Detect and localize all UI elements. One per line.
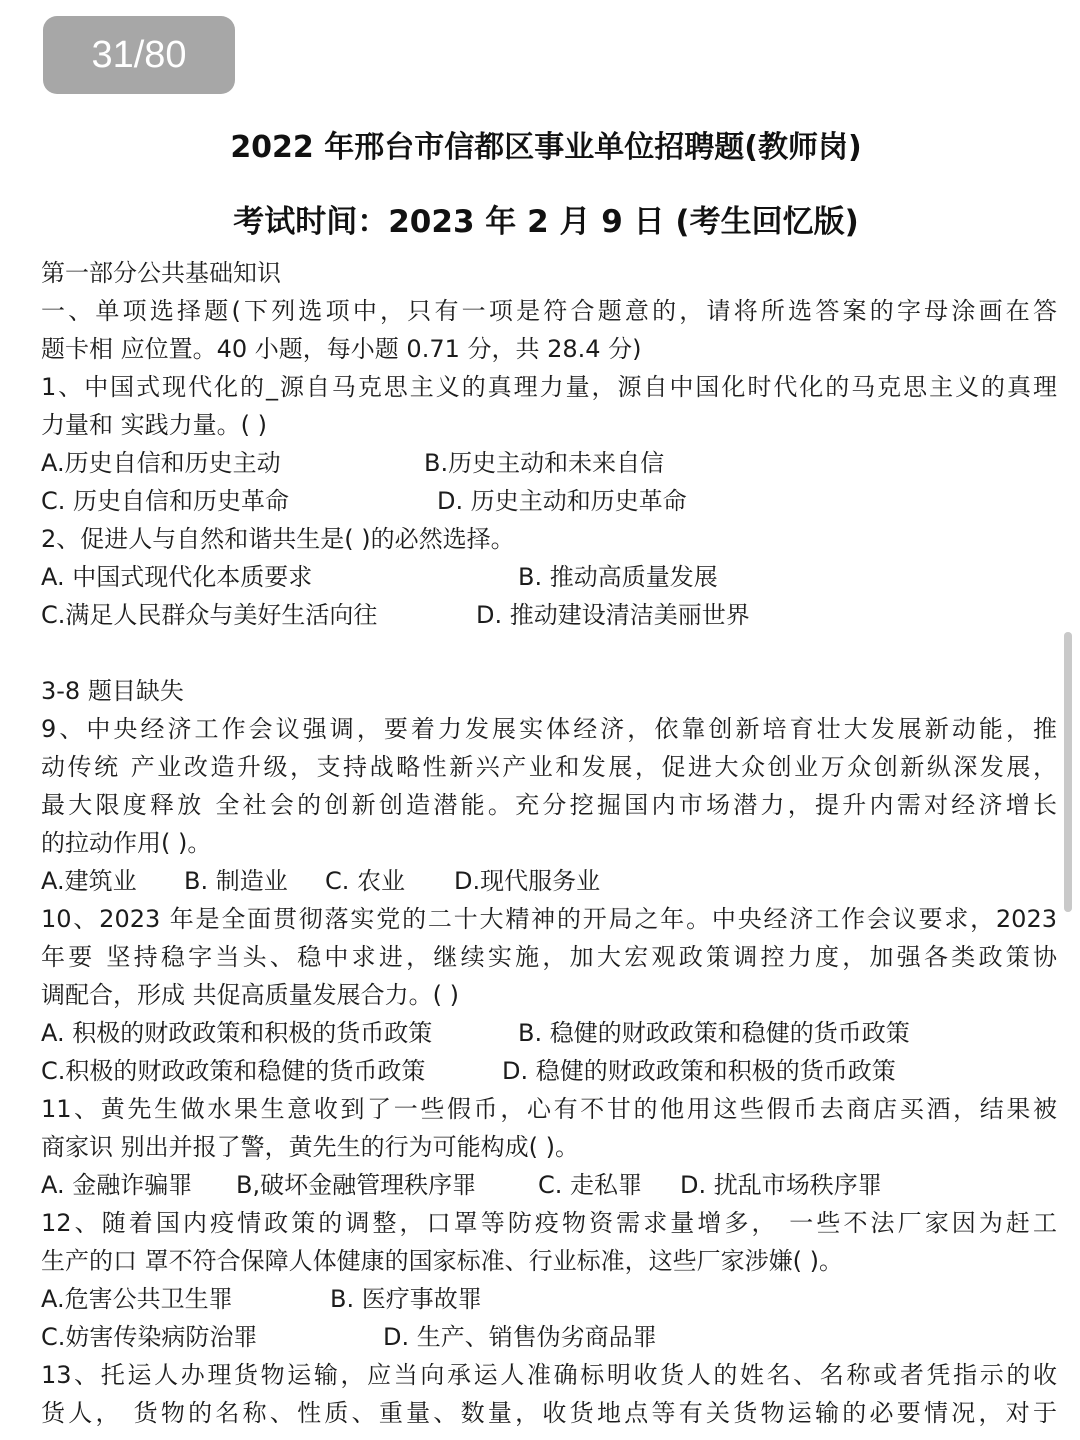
- option-d: D. 稳健的财政政策和积极的货币政策: [502, 1057, 896, 1085]
- option-b: B. 制造业: [184, 867, 288, 895]
- question-12-options-row: [41, 1318, 1057, 1356]
- option-b: B. 医疗事故罪: [330, 1285, 482, 1313]
- question-12-text: 12、随着国内疫情政策的调整，口罩等防疫物资需求量增多， 一些不法厂家因为赶工: [41, 1209, 1057, 1237]
- option-c: C.积极的财政政策和稳健的货币政策: [41, 1057, 426, 1085]
- document-body: [41, 254, 1057, 1432]
- question-9-text: 最大限度释放 全社会的创新创造潜能。充分挖掘国内市场潜力，提升内需对经济增长: [41, 791, 1057, 819]
- question-9-text: 9、中央经济工作会议强调，要着力发展实体经济，依靠创新培育壮大发展新动能，推: [41, 715, 1057, 743]
- option-a: A. 金融诈骗罪: [41, 1171, 193, 1199]
- option-c: C.满足人民群众与美好生活向往: [41, 601, 378, 629]
- question-13-text: 货人， 货物的名称、性质、重量、数量，收货地点等有关货物运输的必要情况，对于: [41, 1399, 1057, 1427]
- question-1-text: 力量和 实践力量。( ): [41, 411, 267, 439]
- option-c: C. 农业: [325, 867, 406, 895]
- question-11-text: 11、黄先生做水果生意收到了一些假币，心有不甘的他用这些假币去商店买酒，结果被: [41, 1095, 1057, 1123]
- question-1-options-row: [41, 482, 1057, 520]
- option-d: D. 扰乱市场秩序罪: [680, 1171, 882, 1199]
- option-a: A.历史自信和历史主动: [41, 449, 281, 477]
- option-c: C.妨害传染病防治罪: [41, 1323, 258, 1351]
- option-b: B. 稳健的财政政策和稳健的货币政策: [518, 1019, 910, 1047]
- question-2-options-row: [41, 596, 1057, 634]
- option-b: B.历史主动和未来自信: [424, 449, 665, 477]
- option-d: D. 推动建设清洁美丽世界: [476, 601, 750, 629]
- question-12-options-row: [41, 1280, 1057, 1318]
- option-c: C. 历史自信和历史革命: [41, 487, 290, 515]
- option-d: D.现代服务业: [454, 867, 601, 895]
- question-9-text: 动传统 产业改造升级，支持战略性新兴产业和发展，促进大众创业万众创新纵深发展，: [41, 753, 1057, 781]
- scrollbar-thumb[interactable]: [1064, 632, 1072, 912]
- question-1-options-row: [41, 444, 1057, 482]
- instructions-line: 一、单项选择题(下列选项中，只有一项是符合题意的，请将所选答案的字母涂画在答: [41, 297, 1057, 325]
- document-title: 2022 年邢台市信都区事业单位招聘题(教师岗): [230, 130, 862, 165]
- question-9-options-row: [41, 862, 1057, 900]
- option-a: A.建筑业: [41, 867, 137, 895]
- question-13-text: 13、托运人办理货物运输，应当向承运人准确标明收货人的姓名、名称或者凭指示的收: [41, 1361, 1057, 1389]
- spacer: [41, 634, 1057, 672]
- question-12-text: 生产的口 罩不符合保障人体健康的国家标准、行业标准，这些厂家涉嫌( )。: [41, 1247, 843, 1275]
- option-b: B. 推动高质量发展: [518, 563, 718, 591]
- option-c: C. 走私罪: [538, 1171, 643, 1199]
- question-9-text: 的拉动作用( )。: [41, 829, 212, 857]
- section-heading: 第一部分公共基础知识: [41, 259, 281, 287]
- question-1-text: 1、中国式现代化的_源自马克思主义的真理力量，源自中国化时代化的马克思主义的真理: [41, 373, 1057, 401]
- option-a: A. 积极的财政政策和积极的货币政策: [41, 1019, 433, 1047]
- question-10-text: 10、2023 年是全面贯彻落实党的二十大精神的开局之年。中央经济工作会议要求，2023: [41, 905, 1057, 933]
- question-10-text: 调配合，形成 共促高质量发展合力。( ): [41, 981, 459, 1009]
- question-2-text: 2、促进人与自然和谐共生是( )的必然选择。: [41, 525, 515, 553]
- document-subtitle: 考试时间：2023 年 2 月 9 日 (考生回忆版): [233, 204, 859, 240]
- question-11-text: 商家识 别出并报了警，黄先生的行为可能构成( )。: [41, 1133, 579, 1161]
- missing-questions-note: 3-8 题目缺失: [41, 677, 184, 705]
- question-10-options-row: [41, 1014, 1057, 1052]
- vertical-scrollbar[interactable]: [1064, 632, 1072, 912]
- question-2-options-row: [41, 558, 1057, 596]
- question-10-text: 年要 坚持稳字当头、稳中求进，继续实施，加大宏观政策调控力度，加强各类政策协: [41, 943, 1057, 971]
- question-10-options-row: [41, 1052, 1057, 1090]
- option-a: A. 中国式现代化本质要求: [41, 563, 313, 591]
- question-11-options-row: [41, 1166, 1057, 1204]
- instructions-line: 题卡相 应位置。40 小题，每小题 0.71 分，共 28.4 分): [41, 335, 642, 363]
- option-d: D. 历史主动和历史革命: [437, 487, 687, 515]
- option-d: D. 生产、销售伪劣商品罪: [383, 1323, 657, 1351]
- option-b: B,破坏金融管理秩序罪: [236, 1171, 477, 1199]
- option-a: A.危害公共卫生罪: [41, 1285, 233, 1313]
- page-indicator: 31/80: [43, 16, 235, 94]
